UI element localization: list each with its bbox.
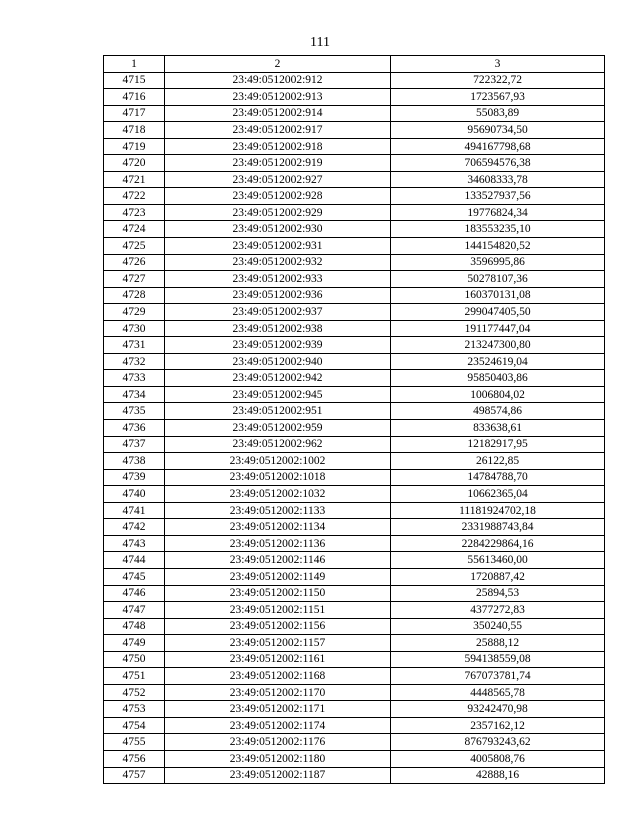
table-row xyxy=(104,585,605,602)
row-number-cell: 4718 xyxy=(104,122,165,139)
cadastral-number-cell: 23:49:0512002:936 xyxy=(165,287,391,304)
table-row xyxy=(104,353,605,370)
cadastral-value-cell: 2284229864,16 xyxy=(391,535,605,552)
cadastral-number-cell: 23:49:0512002:1157 xyxy=(165,635,391,652)
cadastral-number-cell: 23:49:0512002:939 xyxy=(165,337,391,354)
cadastral-value-cell: 213247300,80 xyxy=(391,337,605,354)
table-row xyxy=(104,750,605,767)
row-number-cell: 4727 xyxy=(104,271,165,288)
row-number-cell: 4738 xyxy=(104,453,165,470)
cadastral-number-cell: 23:49:0512002:927 xyxy=(165,171,391,188)
cadastral-number-cell: 23:49:0512002:931 xyxy=(165,238,391,255)
row-number-cell: 4756 xyxy=(104,750,165,767)
table-header-row xyxy=(104,56,605,73)
row-number-cell: 4720 xyxy=(104,155,165,172)
cadastral-number-cell: 23:49:0512002:938 xyxy=(165,320,391,337)
cadastral-value-cell: 14784788,70 xyxy=(391,469,605,486)
row-number-cell: 4726 xyxy=(104,254,165,271)
cadastral-value-cell: 12182917,95 xyxy=(391,436,605,453)
page-number: 111 xyxy=(310,35,330,50)
table-row xyxy=(104,188,605,205)
cadastral-value-cell: 26122,85 xyxy=(391,453,605,470)
cadastral-number-cell: 23:49:0512002:912 xyxy=(165,72,391,89)
cadastral-value-cell: 494167798,68 xyxy=(391,138,605,155)
table-row xyxy=(104,734,605,751)
cadastral-value-cell: 25894,53 xyxy=(391,585,605,602)
table-row xyxy=(104,155,605,172)
cadastral-number-cell: 23:49:0512002:959 xyxy=(165,420,391,437)
table-row xyxy=(104,651,605,668)
cadastral-value-cell: 3596995,86 xyxy=(391,254,605,271)
row-number-cell: 4741 xyxy=(104,502,165,519)
row-number-cell: 4755 xyxy=(104,734,165,751)
table-row xyxy=(104,436,605,453)
table-header xyxy=(104,56,605,73)
cadastral-value-cell: 4448565,78 xyxy=(391,684,605,701)
row-number-cell: 4732 xyxy=(104,353,165,370)
cadastral-value-cell: 2357162,12 xyxy=(391,717,605,734)
cadastral-value-cell: 144154820,52 xyxy=(391,238,605,255)
cadastral-number-cell: 23:49:0512002:1168 xyxy=(165,668,391,685)
cadastral-value-cell: 876793243,62 xyxy=(391,734,605,751)
table-row xyxy=(104,486,605,503)
cadastral-number-cell: 23:49:0512002:914 xyxy=(165,105,391,122)
row-number-cell: 4725 xyxy=(104,238,165,255)
cadastral-value-cell: 594138559,08 xyxy=(391,651,605,668)
row-number-cell: 4716 xyxy=(104,89,165,106)
cadastral-value-cell: 4005808,76 xyxy=(391,750,605,767)
row-number-cell: 4754 xyxy=(104,717,165,734)
table-row xyxy=(104,171,605,188)
cadastral-value-cell: 160370131,08 xyxy=(391,287,605,304)
row-number-cell: 4728 xyxy=(104,287,165,304)
cadastral-value-cell: 498574,86 xyxy=(391,403,605,420)
table-row xyxy=(104,519,605,536)
cadastral-value-cell: 10662365,04 xyxy=(391,486,605,503)
cadastral-number-cell: 23:49:0512002:1136 xyxy=(165,535,391,552)
row-number-cell: 4740 xyxy=(104,486,165,503)
row-number-cell: 4715 xyxy=(104,72,165,89)
cadastral-value-cell: 706594576,38 xyxy=(391,155,605,172)
row-number-cell: 4724 xyxy=(104,221,165,238)
cadastral-value-cell: 55083,89 xyxy=(391,105,605,122)
table-row xyxy=(104,89,605,106)
row-number-cell: 4719 xyxy=(104,138,165,155)
cadastral-number-cell: 23:49:0512002:1174 xyxy=(165,717,391,734)
row-number-cell: 4735 xyxy=(104,403,165,420)
cadastral-value-cell: 19776824,34 xyxy=(391,204,605,221)
cadastral-number-cell: 23:49:0512002:942 xyxy=(165,370,391,387)
row-number-cell: 4746 xyxy=(104,585,165,602)
row-number-cell: 4730 xyxy=(104,320,165,337)
cadastral-number-cell: 23:49:0512002:913 xyxy=(165,89,391,106)
cadastral-value-cell: 1723567,93 xyxy=(391,89,605,106)
table-row xyxy=(104,602,605,619)
row-number-cell: 4743 xyxy=(104,535,165,552)
table-row xyxy=(104,105,605,122)
table-row xyxy=(104,502,605,519)
cadastral-number-cell: 23:49:0512002:918 xyxy=(165,138,391,155)
cadastral-number-cell: 23:49:0512002:940 xyxy=(165,353,391,370)
cadastral-value-cell: 2331988743,84 xyxy=(391,519,605,536)
table-row xyxy=(104,320,605,337)
table-row xyxy=(104,701,605,718)
cadastral-value-cell: 34608333,78 xyxy=(391,171,605,188)
row-number-cell: 4723 xyxy=(104,204,165,221)
table-row xyxy=(104,138,605,155)
cadastral-number-cell: 23:49:0512002:919 xyxy=(165,155,391,172)
column-header-1: 1 xyxy=(104,56,165,73)
cadastral-number-cell: 23:49:0512002:1133 xyxy=(165,502,391,519)
table-row xyxy=(104,72,605,89)
table-row xyxy=(104,767,605,784)
cadastral-number-cell: 23:49:0512002:928 xyxy=(165,188,391,205)
cadastral-number-cell: 23:49:0512002:1150 xyxy=(165,585,391,602)
row-number-cell: 4749 xyxy=(104,635,165,652)
table-body xyxy=(104,72,605,784)
cadastral-value-cell: 50278107,36 xyxy=(391,271,605,288)
cadastral-number-cell: 23:49:0512002:1171 xyxy=(165,701,391,718)
cadastral-number-cell: 23:49:0512002:1002 xyxy=(165,453,391,470)
cadastral-value-cell: 1720887,42 xyxy=(391,568,605,585)
table-row xyxy=(104,535,605,552)
table-row xyxy=(104,254,605,271)
table-row xyxy=(104,122,605,139)
table-row xyxy=(104,684,605,701)
cadastral-value-cell: 95850403,86 xyxy=(391,370,605,387)
table-row xyxy=(104,420,605,437)
cadastral-value-cell: 299047405,50 xyxy=(391,304,605,321)
row-number-cell: 4753 xyxy=(104,701,165,718)
table-row xyxy=(104,271,605,288)
table-row xyxy=(104,204,605,221)
column-header-2: 2 xyxy=(165,56,391,73)
cadastral-number-cell: 23:49:0512002:1176 xyxy=(165,734,391,751)
row-number-cell: 4748 xyxy=(104,618,165,635)
table-row xyxy=(104,552,605,569)
row-number-cell: 4722 xyxy=(104,188,165,205)
table-row xyxy=(104,469,605,486)
row-number-cell: 4736 xyxy=(104,420,165,437)
cadastral-value-cell: 23524619,04 xyxy=(391,353,605,370)
cadastral-number-cell: 23:49:0512002:1170 xyxy=(165,684,391,701)
cadastral-number-cell: 23:49:0512002:1149 xyxy=(165,568,391,585)
row-number-cell: 4751 xyxy=(104,668,165,685)
table-row xyxy=(104,386,605,403)
cadastral-number-cell: 23:49:0512002:932 xyxy=(165,254,391,271)
cadastral-number-cell: 23:49:0512002:933 xyxy=(165,271,391,288)
table-row xyxy=(104,304,605,321)
cadastral-value-cell: 350240,55 xyxy=(391,618,605,635)
table-row xyxy=(104,337,605,354)
cadastral-value-cell: 95690734,50 xyxy=(391,122,605,139)
cadastral-number-cell: 23:49:0512002:1156 xyxy=(165,618,391,635)
table-row xyxy=(104,717,605,734)
row-number-cell: 4739 xyxy=(104,469,165,486)
cadastral-value-cell: 42888,16 xyxy=(391,767,605,784)
cadastral-value-cell: 1006804,02 xyxy=(391,386,605,403)
row-number-cell: 4731 xyxy=(104,337,165,354)
cadastral-value-cell: 191177447,04 xyxy=(391,320,605,337)
row-number-cell: 4745 xyxy=(104,568,165,585)
row-number-cell: 4747 xyxy=(104,602,165,619)
cadastral-number-cell: 23:49:0512002:1161 xyxy=(165,651,391,668)
row-number-cell: 4752 xyxy=(104,684,165,701)
cadastral-number-cell: 23:49:0512002:1032 xyxy=(165,486,391,503)
cadastral-number-cell: 23:49:0512002:917 xyxy=(165,122,391,139)
cadastral-value-cell: 11181924702,18 xyxy=(391,502,605,519)
cadastral-value-cell: 133527937,56 xyxy=(391,188,605,205)
cadastral-number-cell: 23:49:0512002:1134 xyxy=(165,519,391,536)
table-row xyxy=(104,568,605,585)
table-row xyxy=(104,635,605,652)
cadastral-number-cell: 23:49:0512002:930 xyxy=(165,221,391,238)
cadastral-value-cell: 4377272,83 xyxy=(391,602,605,619)
cadastral-number-cell: 23:49:0512002:1146 xyxy=(165,552,391,569)
cadastral-number-cell: 23:49:0512002:1018 xyxy=(165,469,391,486)
cadastral-number-cell: 23:49:0512002:937 xyxy=(165,304,391,321)
cadastral-value-cell: 25888,12 xyxy=(391,635,605,652)
row-number-cell: 4733 xyxy=(104,370,165,387)
table-row xyxy=(104,453,605,470)
table-row xyxy=(104,403,605,420)
row-number-cell: 4744 xyxy=(104,552,165,569)
table-row xyxy=(104,238,605,255)
table-row xyxy=(104,668,605,685)
row-number-cell: 4750 xyxy=(104,651,165,668)
table-row xyxy=(104,618,605,635)
cadastral-value-cell: 55613460,00 xyxy=(391,552,605,569)
row-number-cell: 4757 xyxy=(104,767,165,784)
cadastral-number-cell: 23:49:0512002:951 xyxy=(165,403,391,420)
cadastral-value-cell: 93242470,98 xyxy=(391,701,605,718)
cadastral-number-cell: 23:49:0512002:1151 xyxy=(165,602,391,619)
table-row xyxy=(104,370,605,387)
cadastral-value-cell: 183553235,10 xyxy=(391,221,605,238)
row-number-cell: 4742 xyxy=(104,519,165,536)
cadastral-number-cell: 23:49:0512002:1187 xyxy=(165,767,391,784)
column-header-3: 3 xyxy=(391,56,605,73)
cadastral-value-table xyxy=(103,55,605,784)
cadastral-value-cell: 833638,61 xyxy=(391,420,605,437)
row-number-cell: 4734 xyxy=(104,386,165,403)
cadastral-number-cell: 23:49:0512002:945 xyxy=(165,386,391,403)
cadastral-number-cell: 23:49:0512002:962 xyxy=(165,436,391,453)
table-row xyxy=(104,221,605,238)
cadastral-number-cell: 23:49:0512002:1180 xyxy=(165,750,391,767)
row-number-cell: 4737 xyxy=(104,436,165,453)
row-number-cell: 4729 xyxy=(104,304,165,321)
cadastral-value-cell: 767073781,74 xyxy=(391,668,605,685)
cadastral-value-cell: 722322,72 xyxy=(391,72,605,89)
row-number-cell: 4721 xyxy=(104,171,165,188)
cadastral-number-cell: 23:49:0512002:929 xyxy=(165,204,391,221)
table-row xyxy=(104,287,605,304)
row-number-cell: 4717 xyxy=(104,105,165,122)
